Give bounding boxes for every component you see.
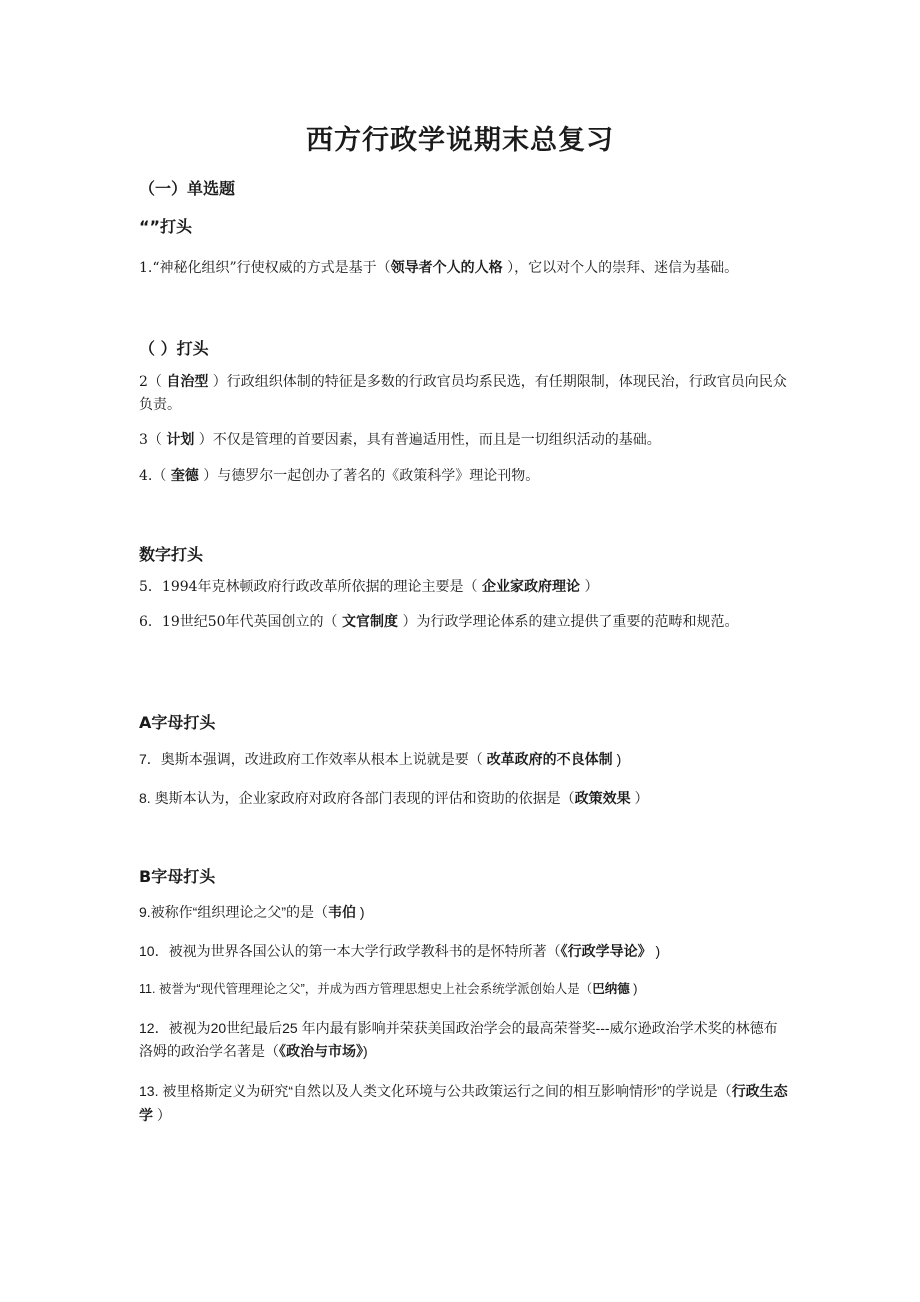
- question-8: [139, 787, 789, 811]
- answer-text: 企业家政府理论: [482, 579, 580, 595]
- answer-text: 政策效果: [574, 791, 631, 807]
- answer-text: 韦伯: [328, 905, 356, 921]
- subsection-heading-paren: （ ）打头: [139, 339, 209, 358]
- question-text: 2（: [139, 374, 167, 390]
- answer-text: 行政生态学: [139, 1084, 788, 1124]
- question-text: 13. 被里格斯定义为研究“自然以及人类文化环境与公共政策运行之间的相互影响情形”的学说是（: [139, 1083, 732, 1099]
- question-text: 11. 被誉为“现代管理理论之父”，并成为西方管理思想史上社会系统学派创始人是（: [139, 982, 593, 996]
- answer-text: 《行政学导论》: [560, 944, 652, 960]
- question-text: 12．被视为20世纪最后25 年内最有影响并荣获美国政治学会的最高荣誉奖---威尔逊政治学术奖的林德布洛姆的政治学名著是（: [139, 1020, 778, 1059]
- subsection-heading-quote: “”打头: [139, 217, 193, 236]
- question-text: 9.被称作“组织理论之父”的是（: [139, 904, 328, 920]
- question-text: ): [363, 1043, 368, 1059]
- section-heading-single-choice: （一）单选题: [139, 179, 236, 198]
- answer-text: 《政治与市场》: [279, 1044, 363, 1060]
- question-text: 1.“神秘化组织”行使权威的方式是基于（: [139, 260, 391, 276]
- question-text: 5．1994年克林顿政府行政改革所依据的理论主要是（: [139, 579, 482, 595]
- question-11: [139, 977, 819, 1001]
- answer-text: 领导者个人的人格: [390, 260, 503, 276]
- answer-text: 文官制度: [342, 614, 398, 630]
- question-7: [139, 748, 789, 772]
- question-10: [139, 940, 789, 964]
- question-text: ）不仅是管理的首要因素，具有普遍适用性，而且是一切组织活动的基础。: [194, 432, 661, 448]
- subsection-heading-a: A字母打头: [139, 713, 216, 732]
- question-text: ）: [153, 1107, 171, 1123]
- question-1: [139, 250, 789, 287]
- question-text: 8. 奥斯本认为，企业家政府对政府各部门表现的评估和资助的依据是（: [139, 790, 575, 806]
- question-text: ): [612, 751, 622, 767]
- answer-text: 计划: [166, 432, 195, 448]
- question-9: [139, 901, 789, 925]
- question-text: ): [651, 943, 661, 959]
- question-text: 7．奥斯本强调，改进政府工作效率从根本上说就是要（: [139, 751, 487, 767]
- question-3: [139, 429, 789, 452]
- question-13: [139, 1080, 789, 1128]
- answer-text: 奎德: [170, 468, 199, 484]
- question-text: ）: [580, 579, 599, 595]
- question-text: ): [356, 904, 365, 920]
- question-12: [139, 1017, 789, 1064]
- question-4: [139, 465, 789, 488]
- question-text: 6．19世纪50年代英国创立的（: [139, 614, 342, 630]
- answer-text: 改革政府的不良体制: [486, 752, 613, 768]
- question-text: 10．被视为世界各国公认的第一本大学行政学教科书的是怀特所著（: [139, 943, 561, 959]
- question-text: ）与德罗尔一起创办了著名的《政策科学》理论刊物。: [198, 468, 540, 484]
- question-text: 3（: [139, 432, 167, 448]
- question-text: ），它以对个人的崇拜、迷信为基础。: [502, 260, 739, 276]
- question-text: 4.（: [139, 468, 171, 484]
- answer-text: 巴纳德: [592, 981, 630, 996]
- subsection-heading-number: 数字打头: [139, 545, 204, 564]
- question-5: [139, 576, 789, 599]
- document-title: 西方行政学说期末总复习: [306, 125, 614, 156]
- question-text: ）行政组织体制的特征是多数的行政官员均系民选，有任期限制，体现民治，行政官员向民众负责。: [139, 374, 787, 413]
- question-2: [139, 371, 789, 417]
- answer-text: 自治型: [166, 374, 209, 390]
- question-text: ): [629, 982, 638, 996]
- subsection-heading-b: B字母打头: [139, 867, 216, 886]
- question-6: [139, 611, 789, 634]
- question-text: ）为行政学理论体系的建立提供了重要的范畴和规范。: [398, 614, 739, 630]
- question-text: ）: [630, 790, 649, 806]
